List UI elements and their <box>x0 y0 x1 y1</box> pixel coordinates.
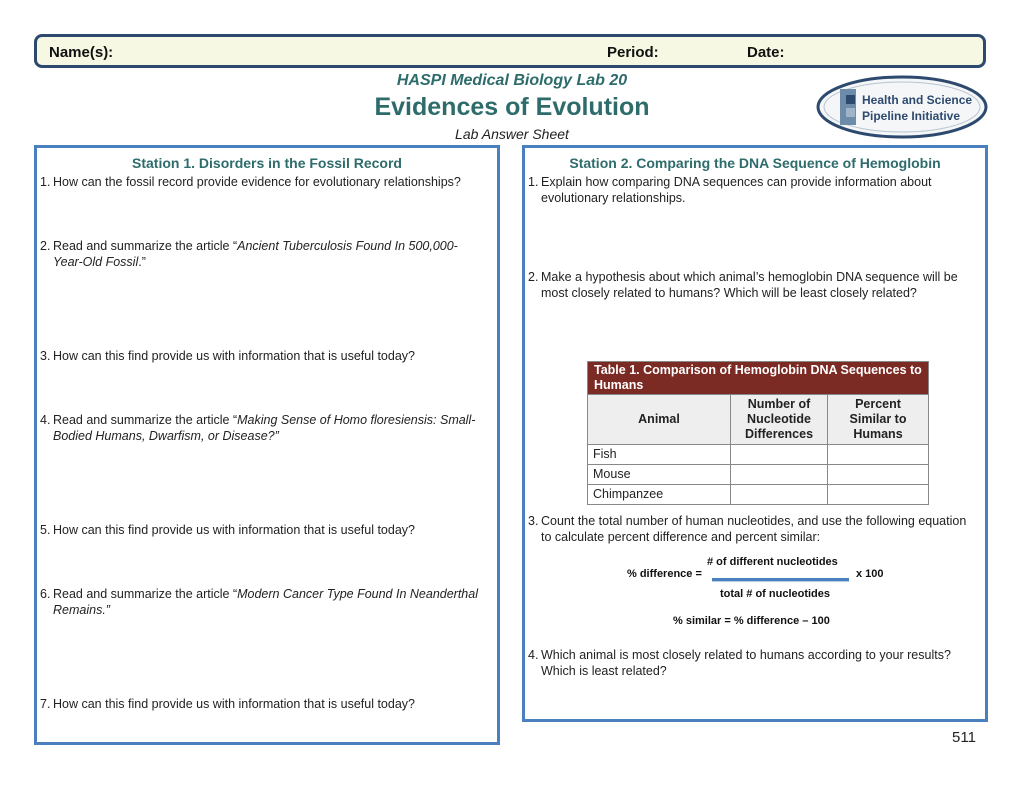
station1-title: Station 1. Disorders in the Fossil Record <box>132 155 402 171</box>
page-number: 511 <box>952 729 976 746</box>
station1-panel <box>34 145 500 745</box>
equation-lhs: % difference = <box>627 568 702 580</box>
table-cell-percent[interactable] <box>828 485 929 505</box>
table-cell-differences[interactable] <box>731 485 828 505</box>
station2-question-2: 2. Make a hypothesis about which animal’s hemoglobin DNA sequence will be most closely related to humans? Which will be least closely related? <box>528 270 958 300</box>
table-header-percent: Percent Similar to Humans <box>828 395 929 445</box>
table-caption: Table 1. Comparison of Hemoglobin DNA Sequences to Humans <box>588 362 929 395</box>
page-subtitle: Lab Answer Sheet <box>455 126 569 142</box>
page-title: Evidences of Evolution <box>374 93 650 121</box>
fraction-bar <box>712 578 849 582</box>
station1-question-5: 5. How can this find provide us with information that is useful today? <box>40 523 415 537</box>
table-cell-animal: Mouse <box>588 465 731 485</box>
hemoglobin-comparison-table <box>587 361 929 505</box>
course-title: HASPI Medical Biology Lab 20 <box>396 72 628 89</box>
table-row <box>588 485 929 505</box>
station2-panel <box>522 145 988 722</box>
equation-similar: % similar = % difference – 100 <box>673 615 830 627</box>
station1-question-2: 2. Read and summarize the article “Ancient Tuberculosis Found In 500,000-Year-Old Fossil.” <box>40 239 458 269</box>
station1-question-1: 1. How can the fossil record provide evidence for evolutionary relationships? <box>40 175 461 189</box>
station1-question-6: 6. Read and summarize the article “Modern Cancer Type Found In Neanderthal Remains.” <box>40 587 478 617</box>
table-row <box>588 465 929 485</box>
table-header-differences: Number of Nucleotide Differences <box>731 395 828 445</box>
table-cell-percent[interactable] <box>828 465 929 485</box>
table-cell-percent[interactable] <box>828 445 929 465</box>
logo-line1: Health and Science <box>862 93 973 107</box>
station1-question-7: 7. How can this find provide us with information that is useful today? <box>40 697 415 711</box>
table-row <box>588 445 929 465</box>
logo-line2: Pipeline Initiative <box>862 109 961 123</box>
station1-question-4: 4. Read and summarize the article “Making Sense of Homo floresiensis: Small-Bodied Humans, Dwarfism, or Disease?” <box>40 413 476 443</box>
equation-numerator: # of different nucleotides <box>707 556 838 568</box>
equation-multiplier: x 100 <box>856 568 884 580</box>
equation-denominator: total # of nucleotides <box>720 588 831 600</box>
table-cell-animal: Chimpanzee <box>588 485 731 505</box>
date-label: Date: <box>747 44 785 61</box>
table-cell-animal: Fish <box>588 445 731 465</box>
period-label: Period: <box>607 44 659 61</box>
table-header-animal: Animal <box>588 395 731 445</box>
student-info-bar <box>34 34 986 68</box>
station1-question-3: 3. How can this find provide us with information that is useful today? <box>40 349 415 363</box>
station2-question-3: 3. Count the total number of human nucleotides, and use the following equation to calculate percent difference and percent similar: <box>528 514 967 544</box>
hspi-logo <box>816 75 988 139</box>
station2-question-4: 4. Which animal is most closely related to humans according to your results? Which is least related? <box>528 648 951 678</box>
names-label: Name(s): <box>49 44 114 61</box>
table-cell-differences[interactable] <box>731 465 828 485</box>
table-cell-differences[interactable] <box>731 445 828 465</box>
station2-question-1: 1. Explain how comparing DNA sequences can provide information about evolutionary relationships. <box>528 175 932 205</box>
station2-title: Station 2. Comparing the DNA Sequence of Hemoglobin <box>569 155 941 171</box>
